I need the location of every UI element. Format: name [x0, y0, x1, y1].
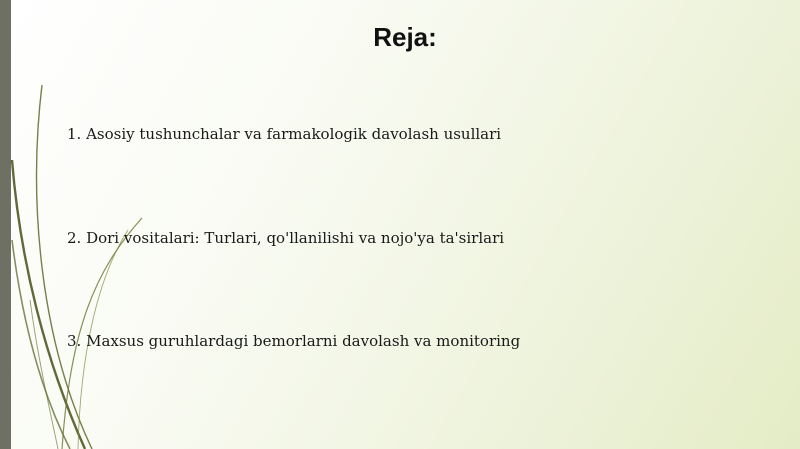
- slide-title: Reja:: [373, 22, 437, 52]
- agenda-item-2: 2. Dori vositalari: Turlari, qo'llanilishi va nojo'ya ta'sirlari: [67, 229, 505, 247]
- decorative-curve-4: [12, 240, 70, 449]
- left-accent-bar: [0, 0, 11, 449]
- agenda-item-3: 3. Maxsus guruhlardagi bemorlarni davolash va monitoring: [67, 332, 521, 350]
- decorative-curve-6: [30, 300, 58, 449]
- decorative-curve-2: [12, 160, 85, 449]
- agenda-item-1: 1. Asosiy tushunchalar va farmakologik davolash usullari: [67, 125, 502, 143]
